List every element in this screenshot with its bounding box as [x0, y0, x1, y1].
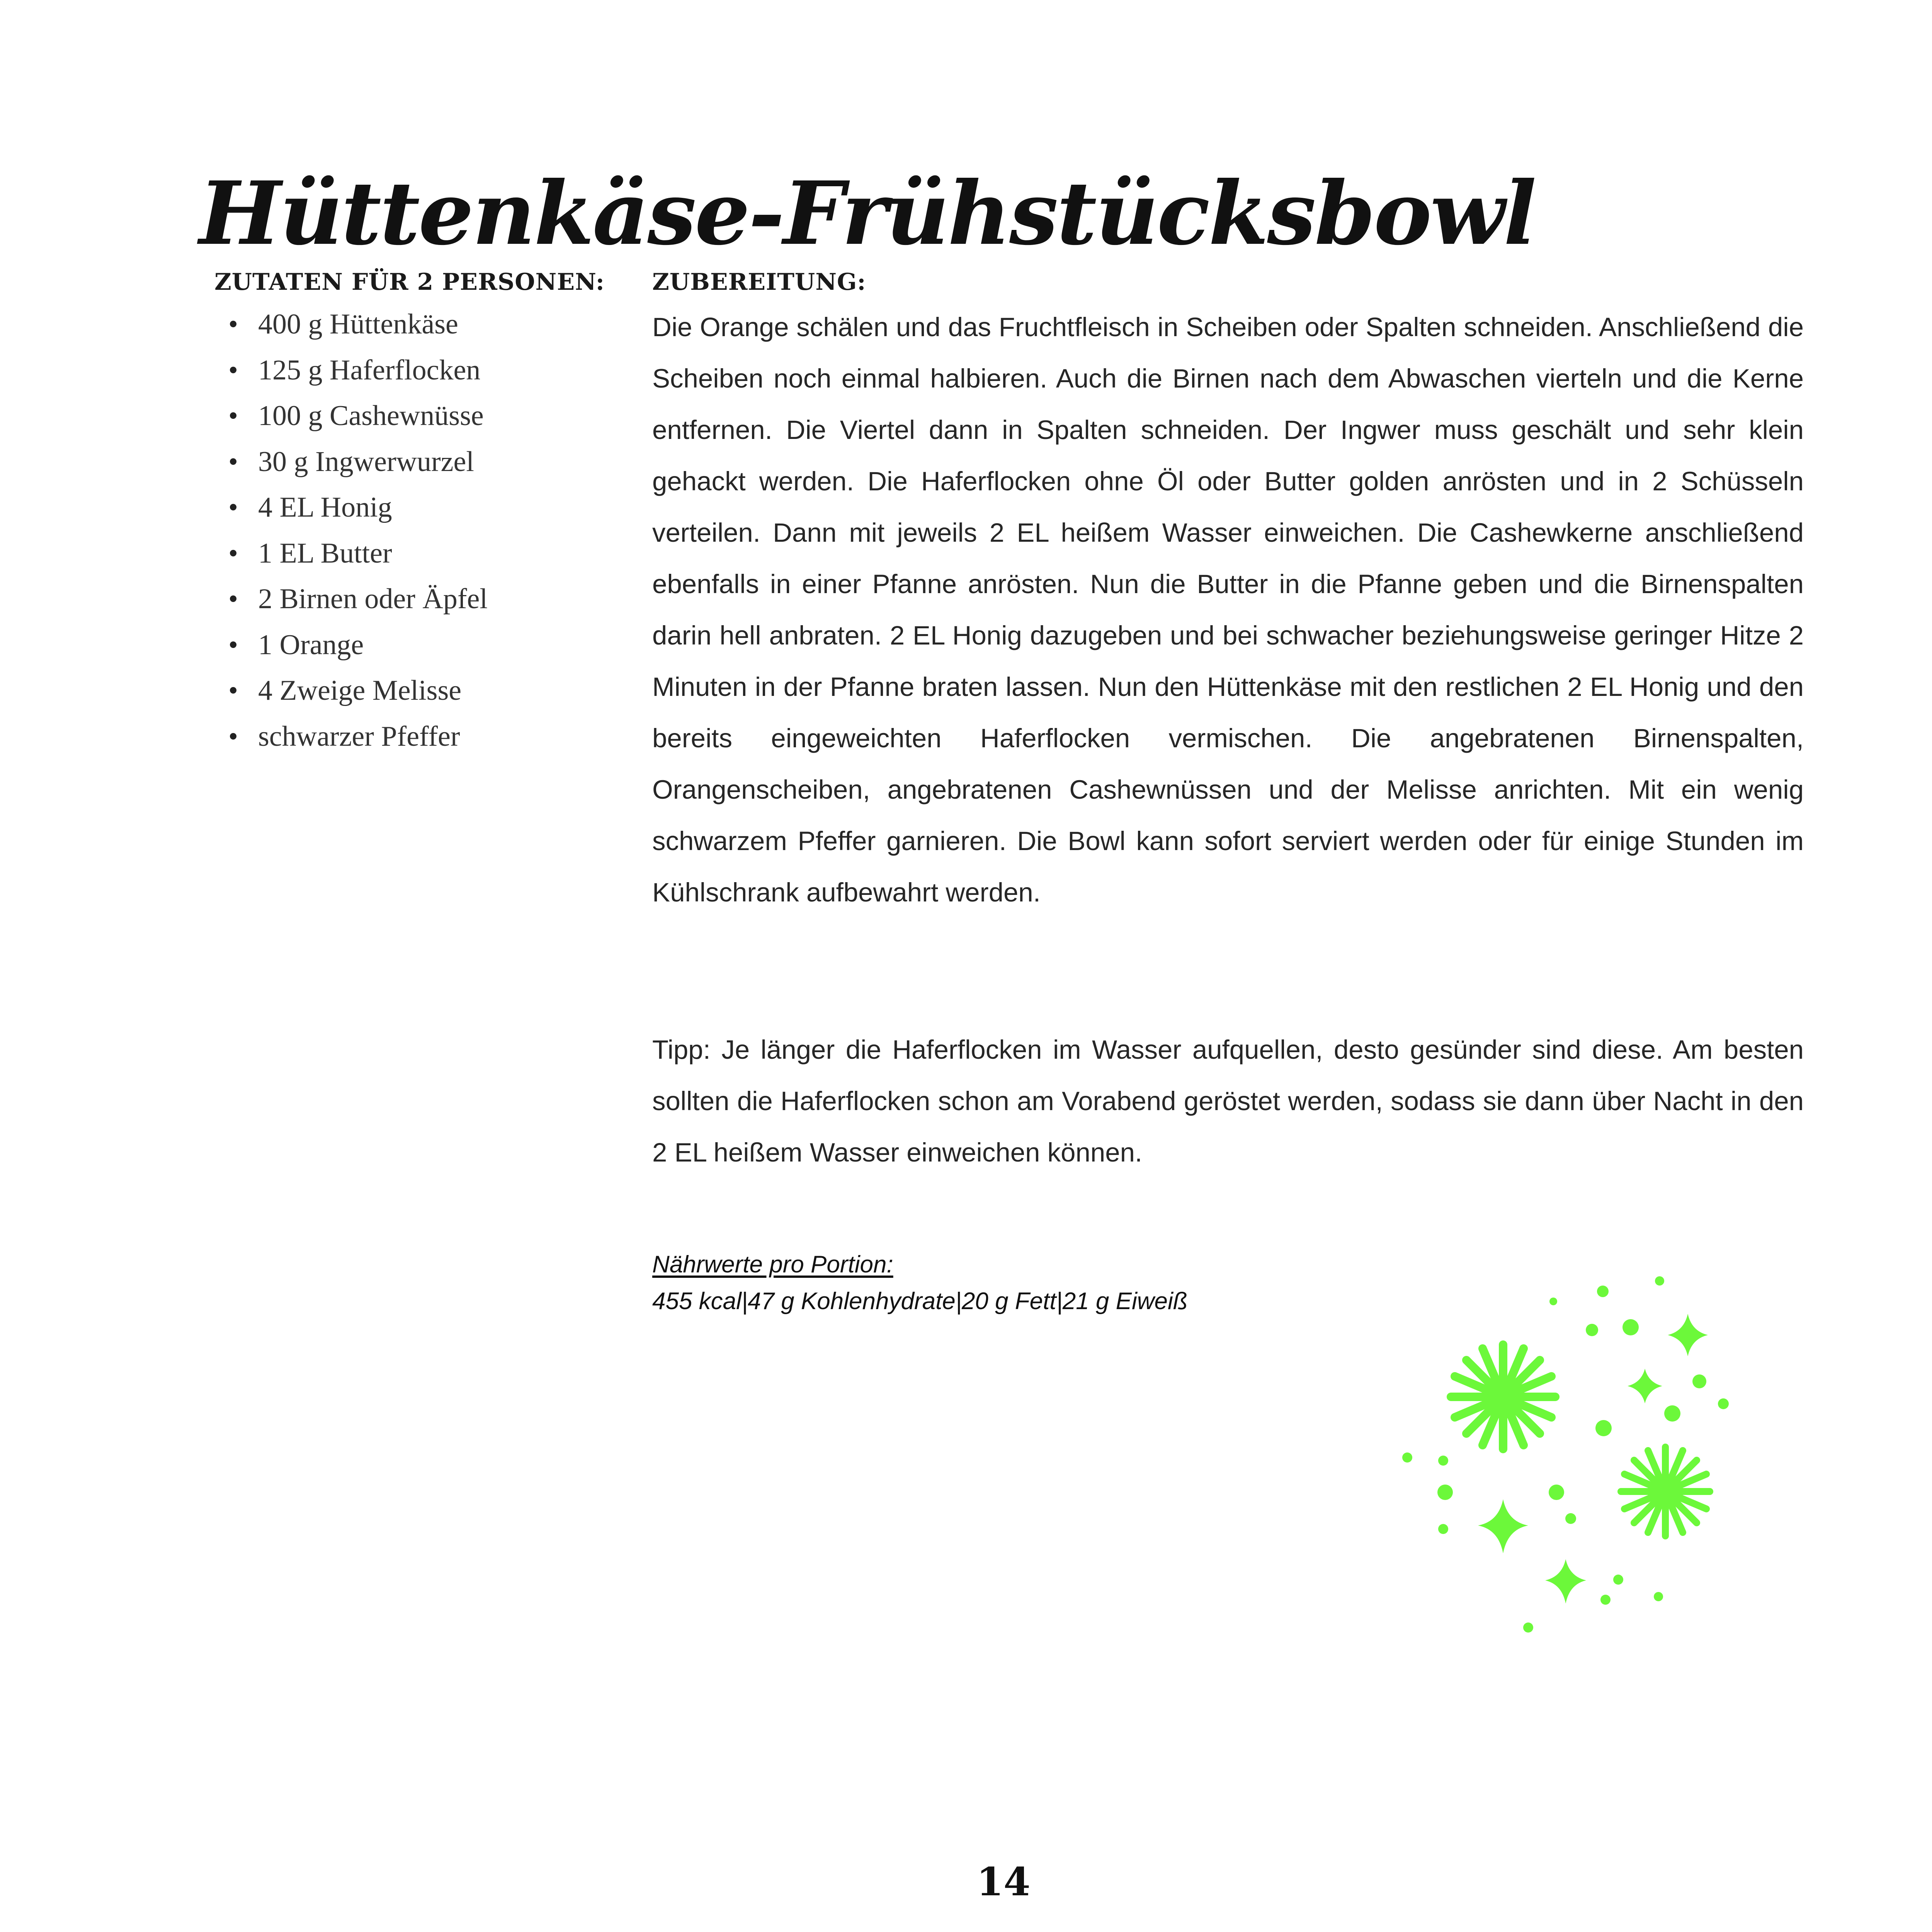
- sparkles-icon: [1399, 1260, 1747, 1646]
- list-item: 4 EL Honig: [214, 485, 620, 531]
- bullet-icon: [230, 367, 236, 373]
- tip-text: Tipp: Je länger die Haferflocken im Wasser aufquellen, desto gesünder sind diese. Am besten sollten die Haferflocken schon am Vorabend geröstet werden, sodass sie dann über Nacht in den 2 EL heißem Wasser einweichen können.: [652, 1035, 1804, 1167]
- bullet-icon: [230, 733, 236, 740]
- ingredients-list: [214, 301, 620, 759]
- list-item: 1 Orange: [214, 622, 620, 668]
- list-item: 100 g Cashewnüsse: [214, 393, 620, 439]
- bullet-icon: [230, 687, 236, 694]
- ingredients-heading: ZUTATEN FÜR 2 PERSONEN:: [214, 269, 605, 296]
- list-item: 4 Zweige Melisse: [214, 668, 620, 714]
- recipe-title: Hüttenkäse-Frühstücksbowl: [199, 162, 1535, 265]
- bullet-icon: [230, 641, 236, 648]
- preparation-heading: ZUBEREITUNG:: [652, 269, 866, 296]
- ingredients-section: [214, 267, 620, 759]
- bullet-icon: [230, 550, 236, 556]
- preparation-text: Die Orange schälen und das Fruchtfleisch in Scheiben oder Spalten schneiden. Anschließend die Scheiben noch einmal halbieren. Auch die Birnen nach dem Abwaschen vierteln und die Kerne entfernen. Die Viertel dann in Spalten schneiden. Der Ingwer muss geschält und sehr klein gehackt werden. Die Haferflocken ohne Öl oder Butter golden anrösten und in 2 Schüsseln verteilen. Dann mit jeweils 2 EL heißem Wasser einweichen. Die Cashewkerne anschließend ebenfalls in einer Pfanne anrösten. Nun die Butter in die Pfanne geben und die Birnenspalten darin hell anbraten. 2 EL Honig dazugeben und bei schwacher beziehungsweise geringer Hitze 2 Minuten in der Pfanne braten lassen. Nun den Hüttenkäse mit den restlichen 2 EL Honig und den bereits eingeweichten Haferflocken vermischen. Die angebratenen Birnenspalten, Orangenscheiben, angebratenen Cashewnüssen und der Melisse anrichten. Mit ein wenig schwarzem Pfeffer garnieren. Die Bowl kann sofort serviert werden oder für einige Stunden im Kühlschrank aufbewahrt werden.: [652, 312, 1804, 907]
- page-number: 14: [976, 1859, 1031, 1905]
- bullet-icon: [230, 321, 236, 327]
- bullet-icon: [230, 412, 236, 419]
- list-item: 30 g Ingwerwurzel: [214, 439, 620, 485]
- list-item: schwarzer Pfeffer: [214, 714, 620, 760]
- nutrition-info: [652, 1246, 1188, 1320]
- nutrition-values: 455 kcal|47 g Kohlenhydrate|20 g Fett|21 g Eiweiß: [652, 1288, 1188, 1315]
- list-item: 125 g Haferflocken: [214, 347, 620, 393]
- list-item: 1 EL Butter: [214, 531, 620, 577]
- list-item: 2 Birnen oder Äpfel: [214, 576, 620, 622]
- nutrition-label: Nährwerte pro Portion:: [652, 1251, 893, 1278]
- bullet-icon: [230, 504, 236, 510]
- bullet-icon: [230, 595, 236, 602]
- bullet-icon: [230, 458, 236, 465]
- preparation-section: [652, 267, 1804, 918]
- list-item: 400 g Hüttenkäse: [214, 301, 620, 347]
